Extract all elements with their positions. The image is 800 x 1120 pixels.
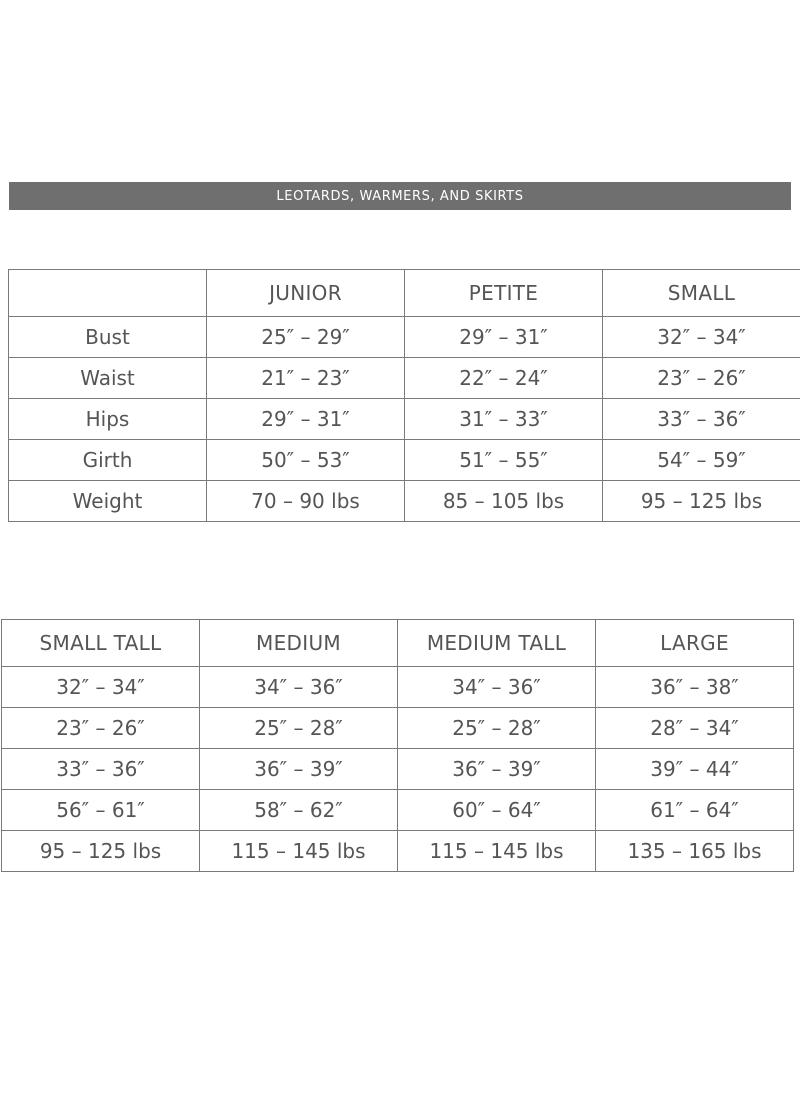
table-cell: 21″ – 23″ [207,358,405,399]
table-cell: 25″ – 28″ [200,708,398,749]
header-cell-medium: MEDIUM [200,620,398,667]
table-cell: 95 – 125 lbs [2,831,200,872]
size-chart-table-2 [1,619,794,872]
table-cell: 34″ – 36″ [200,667,398,708]
table-row [2,831,794,872]
table-row [9,399,800,440]
table-cell: 32″ – 34″ [603,317,800,358]
table-row [2,790,794,831]
table-cell: 95 – 125 lbs [603,481,800,522]
section-banner [9,182,791,210]
table-cell: 115 – 145 lbs [200,831,398,872]
size-chart-table-1 [8,269,800,522]
table-cell: 36″ – 38″ [596,667,794,708]
header-cell-large: LARGE [596,620,794,667]
table-header-row [2,620,794,667]
header-cell-petite: PETITE [405,270,603,317]
row-label: Hips [9,399,207,440]
header-cell-medium-tall: MEDIUM TALL [398,620,596,667]
table-cell: 23″ – 26″ [603,358,800,399]
table-row [9,317,800,358]
table-cell: 23″ – 26″ [2,708,200,749]
table-row [9,440,800,481]
table-cell: 22″ – 24″ [405,358,603,399]
table-cell: 25″ – 29″ [207,317,405,358]
table-cell: 36″ – 39″ [200,749,398,790]
table-row [2,708,794,749]
table-row [2,749,794,790]
table-cell: 33″ – 36″ [603,399,800,440]
header-cell-blank [9,270,207,317]
table-cell: 70 – 90 lbs [207,481,405,522]
table-cell: 54″ – 59″ [603,440,800,481]
header-cell-small-tall: SMALL TALL [2,620,200,667]
table-cell: 29″ – 31″ [207,399,405,440]
header-cell-junior: JUNIOR [207,270,405,317]
table-cell: 61″ – 64″ [596,790,794,831]
table-row [9,358,800,399]
banner-title: LEOTARDS, WARMERS, AND SKIRTS [276,189,524,204]
table-header-row [9,270,800,317]
table-cell: 25″ – 28″ [398,708,596,749]
table-cell: 32″ – 34″ [2,667,200,708]
table-cell: 50″ – 53″ [207,440,405,481]
row-label: Bust [9,317,207,358]
table-cell: 36″ – 39″ [398,749,596,790]
row-label: Weight [9,481,207,522]
table-cell: 31″ – 33″ [405,399,603,440]
table-row [9,481,800,522]
table-cell: 115 – 145 lbs [398,831,596,872]
table-cell: 85 – 105 lbs [405,481,603,522]
table-cell: 60″ – 64″ [398,790,596,831]
table-cell: 39″ – 44″ [596,749,794,790]
table-cell: 28″ – 34″ [596,708,794,749]
table-cell: 135 – 165 lbs [596,831,794,872]
row-label: Waist [9,358,207,399]
table-cell: 51″ – 55″ [405,440,603,481]
table-cell: 58″ – 62″ [200,790,398,831]
table-cell: 29″ – 31″ [405,317,603,358]
table-row [2,667,794,708]
table-cell: 33″ – 36″ [2,749,200,790]
row-label: Girth [9,440,207,481]
header-cell-small: SMALL [603,270,800,317]
table-cell: 34″ – 36″ [398,667,596,708]
table-cell: 56″ – 61″ [2,790,200,831]
